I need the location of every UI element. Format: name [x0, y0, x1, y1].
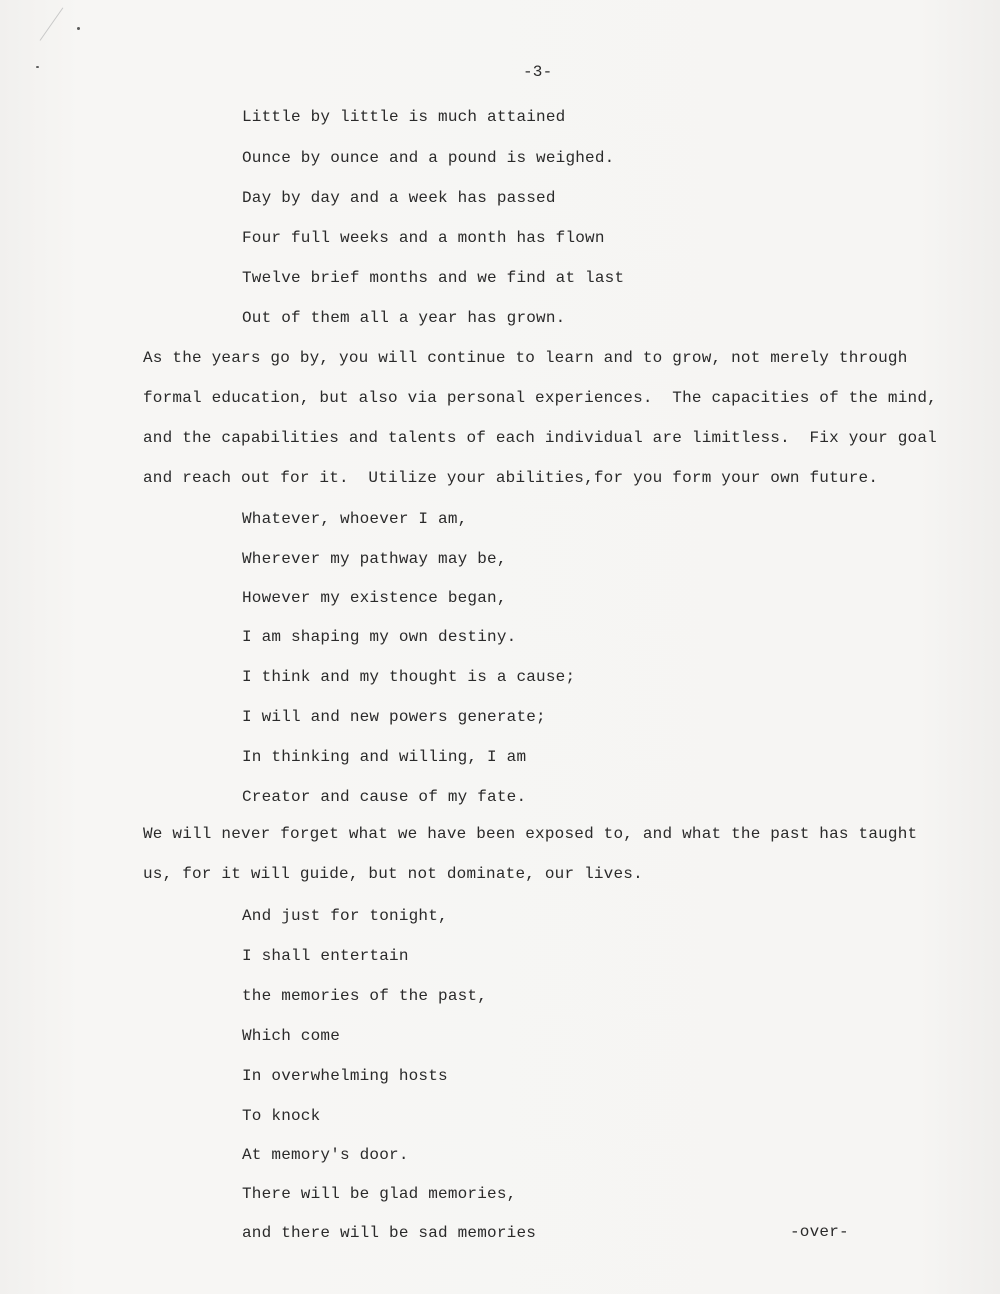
poem-line: Twelve brief months and we find at last — [242, 269, 625, 287]
paragraph-line: We will never forget what we have been exposed to, and what the past has taught — [143, 825, 918, 843]
poem-line: I will and new powers generate; — [242, 708, 546, 726]
paragraph-line: As the years go by, you will continue to learn and to grow, not merely through — [143, 349, 908, 367]
paragraph-line: us, for it will guide, but not dominate, our lives. — [143, 865, 643, 883]
poem-line: and there will be sad memories — [242, 1224, 537, 1242]
poem-line: Which come — [242, 1027, 341, 1045]
poem-line: Day by day and a week has passed — [242, 189, 556, 207]
paragraph-line: formal education, but also via personal experiences. The capacities of the mind, — [143, 389, 937, 407]
page-number: -3- — [523, 63, 553, 81]
poem-line: In overwhelming hosts — [242, 1067, 448, 1085]
poem-line: Whatever, whoever I am, — [242, 510, 468, 528]
paragraph-line: and reach out for it. Utilize your abilities,for you form your own future. — [143, 469, 879, 487]
poem-line: Out of them all a year has grown. — [242, 309, 566, 327]
ink-dot — [77, 27, 80, 30]
poem-line: Ounce by ounce and a pound is weighed. — [242, 149, 615, 167]
poem-line: At memory's door. — [242, 1146, 409, 1164]
poem-line: There will be glad memories, — [242, 1185, 517, 1203]
poem-line: Wherever my pathway may be, — [242, 550, 507, 568]
poem-line: In thinking and willing, I am — [242, 748, 527, 766]
poem-line: Four full weeks and a month has flown — [242, 229, 605, 247]
poem-line: I shall entertain — [242, 947, 409, 965]
poem-line: However my existence began, — [242, 589, 507, 607]
poem-line: I am shaping my own destiny. — [242, 628, 517, 646]
ink-dot — [36, 66, 39, 68]
continued-marker: -over- — [790, 1223, 849, 1241]
pencil-scratch — [40, 7, 64, 40]
poem-line: Little by little is much attained — [242, 108, 566, 126]
paragraph-line: and the capabilities and talents of each individual are limitless. Fix your goal — [143, 429, 937, 447]
poem-line: To knock — [242, 1107, 321, 1125]
poem-line: And just for tonight, — [242, 907, 448, 925]
poem-line: the memories of the past, — [242, 987, 488, 1005]
poem-line: I think and my thought is a cause; — [242, 668, 576, 686]
poem-line: Creator and cause of my fate. — [242, 788, 527, 806]
